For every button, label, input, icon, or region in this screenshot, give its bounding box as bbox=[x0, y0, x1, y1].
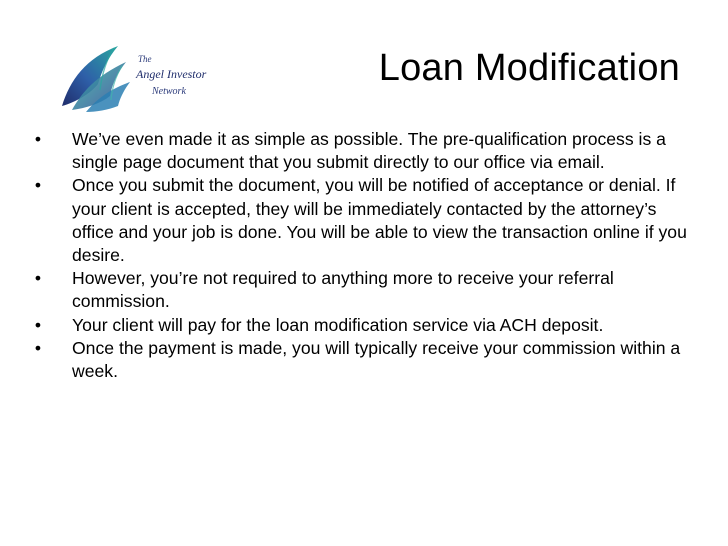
logo-text-line1: The bbox=[138, 54, 152, 64]
bullet-item bbox=[30, 128, 690, 174]
bullet-item bbox=[30, 267, 690, 313]
bullet-text: Your client will pay for the loan modification service via ACH deposit. bbox=[72, 314, 604, 335]
bullet-text: However, you’re not required to anything more to receive your referral commission. bbox=[72, 268, 614, 312]
bullet-list bbox=[30, 128, 690, 383]
bullet-text: Once the payment is made, you will typically receive your commission within a week. bbox=[72, 337, 681, 382]
bullet-icon: • bbox=[34, 314, 42, 335]
bullet-icon: • bbox=[34, 129, 42, 149]
angel-investor-network-logo bbox=[56, 40, 216, 115]
slide-title: Loan Modification bbox=[378, 47, 680, 89]
bullet-icon: • bbox=[34, 268, 42, 289]
bullet-item bbox=[30, 174, 690, 267]
bullet-item bbox=[30, 337, 690, 383]
logo-text-line2: Angel Investor bbox=[136, 67, 207, 81]
bullet-text: We’ve even made it as simple as possible. The pre-qualification process is a single page document that you submit directly to our office via email. bbox=[72, 129, 666, 173]
wing-logo-icon bbox=[56, 40, 216, 115]
bullet-text: Once you submit the document, you will be notified of acceptance or denial. If your client is accepted, they will be immediately contacted by the attorney’s office and your job is done. You will be able to view the transaction online if you desire. bbox=[72, 175, 687, 266]
logo-text-line3: Network bbox=[152, 86, 186, 97]
bullet-icon: • bbox=[34, 175, 42, 196]
bullet-icon: • bbox=[34, 337, 42, 358]
bullet-item bbox=[30, 314, 690, 337]
